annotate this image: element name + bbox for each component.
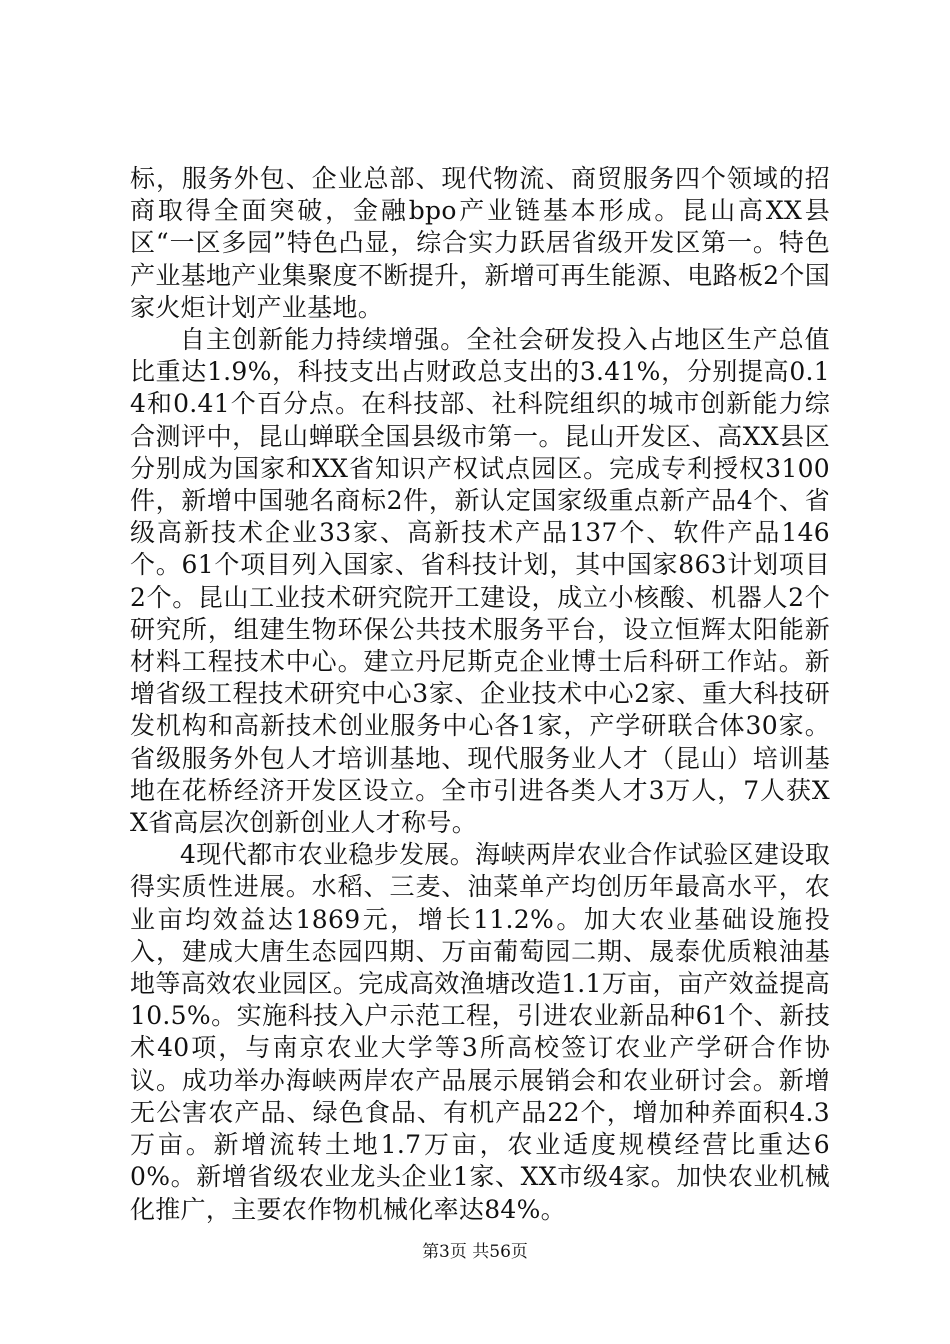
page-number: 第3页 共56页 [422, 1242, 528, 1262]
document-body [130, 163, 830, 1226]
paragraph-1: 标，服务外包、企业总部、现代物流、商贸服务四个领域的招商取得全面突破，金融bpo产业链基本形成。昆山高XX县区“一区多园”特色凸显，综合实力跃居省级开发区第一。特色产业基地产业集聚度不断提升，新增可再生能源、电路板2个国家火炬计划产业基地。 [130, 164, 830, 322]
paragraph-3: 4现代都市农业稳步发展。海峡两岸农业合作试验区建设取得实质性进展。水稻、三麦、油菜单产均创历年最高水平，农业亩均效益达1869元，增长11.2%。加大农业基础设施投入，建成大唐生态园四期、万亩葡萄园二期、晟泰优质粮油基地等高效农业园区。完成高效渔塘改造1.1万亩，亩产效益提高10.5%。实施科技入户示范工程，引进农业新品种61个、新技术40项，与南京农业大学等3所高校签订农业产学研合作协议。成功举办海峡两岸农产品展示展销会和农业研讨会。新增无公害农产品、绿色食品、有机产品22个，增加种养面积4.3万亩。新增流转土地1.7万亩，农业适度规模经营比重达60%。新增省级农业龙头企业1家、XX市级4家。加快农业机械化推广，主要农作物机械化率达84%。 [130, 840, 830, 1224]
paragraph-2: 自主创新能力持续增强。全社会研发投入占地区生产总值比重达1.9%，科技支出占财政总支出的3.41%，分别提高0.14和0.41个百分点。在科技部、社科院组织的城市创新能力综合测评中，昆山蝉联全国县级市第一。昆山开发区、高XX县区分别成为国家和XX省知识产权试点园区。完成专利授权3100件，新增中国驰名商标2件，新认定国家级重点新产品4个、省级高新技术企业33家、高新技术产品137个、软件产品146个。61个项目列入国家、省科技计划，其中国家863计划项目2个。昆山工业技术研究院开工建设，成立小核酸、机器人2个研究所，组建生物环保公共技术服务平台，设立恒辉太阳能新材料工程技术中心。建立丹尼斯克企业博士后科研工作站。新增省级工程技术研究中心3家、企业技术中心2家、重大科技研发机构和高新技术创业服务中心各1家，产学研联合体30家。省级服务外包人才培训基地、现代服务业人才（昆山）培训基地在花桥经济开发区设立。全市引进各类人才3万人，7人获XX省高层次创新创业人才称号。 [130, 325, 830, 838]
